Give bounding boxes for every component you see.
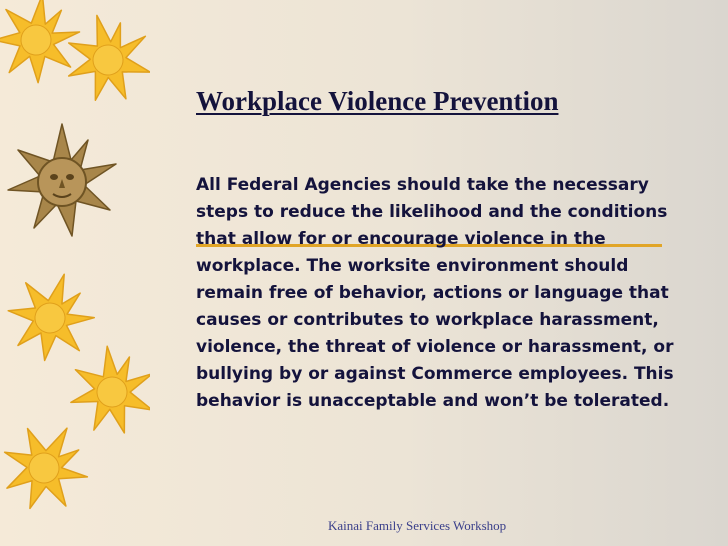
sun-border	[0, 0, 150, 546]
slide-title: Workplace Violence Prevention	[196, 86, 559, 116]
slide-footer: Kainai Family Services Workshop	[328, 518, 507, 533]
sun-icon	[56, 5, 150, 111]
sun-icon	[0, 261, 104, 371]
slide-body-text: All Federal Agencies should take the necessary steps to reduce the likelihood and the conditions that allow for or encourage violence in the workplace. The worksite environment should remain free of behavior, actions or language that causes or contributes to workplace harassment, violence, the threat of violence or harassment, or bullying by or against Commerce employees. This behavior is unacceptable and won’t be tolerated.	[196, 175, 674, 411]
sun-face-icon	[8, 124, 116, 236]
sun-icon	[65, 342, 150, 438]
sun-icon	[0, 407, 103, 525]
